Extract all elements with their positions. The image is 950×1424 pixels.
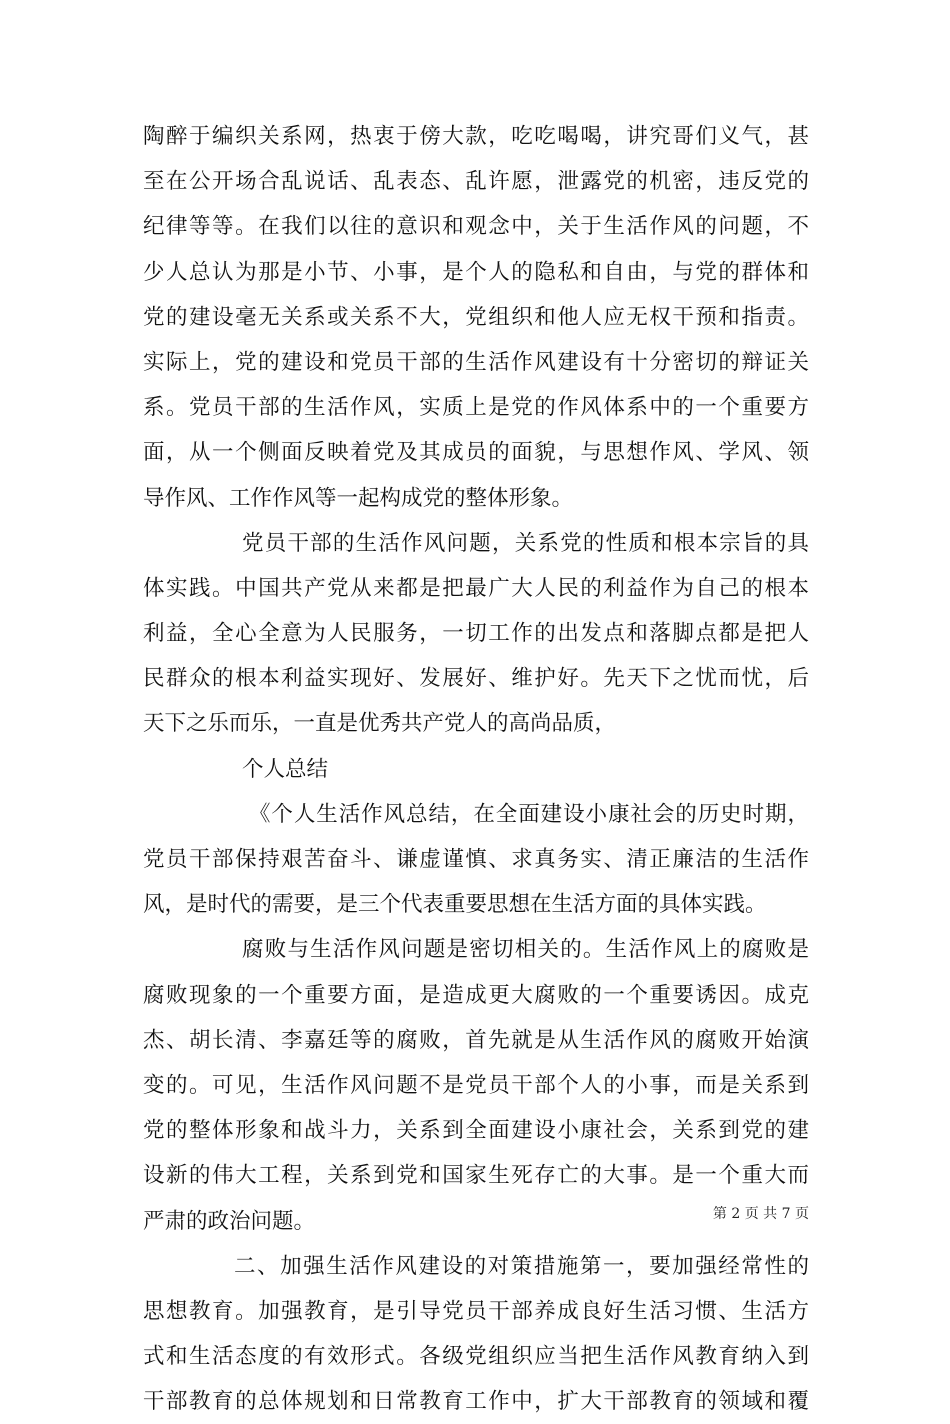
text-line: 严肃的政治问题。 [143, 1208, 316, 1234]
text-line: 党的整体形象和战斗力，关系到全面建设小康社会，关系到党的建 [143, 1118, 809, 1144]
paragraph-start-line: 腐败与生活作风问题是密切相关的。生活作风上的腐败是 [242, 937, 809, 963]
text-line: 面，从一个侧面反映着党及其成员的面貌，与思想作风、学风、领 [143, 440, 809, 466]
text-line: 天下之乐而乐，一直是优秀共产党人的高尚品质， [143, 711, 617, 737]
text-line: 风，是时代的需要，是三个代表重要思想在生活方面的具体实践。 [143, 892, 767, 918]
text-line: 陶醉于编织关系网，热衷于傍大款，吃吃喝喝，讲究哥们义气，甚 [143, 124, 809, 149]
paragraph-start-line: 党员干部的生活作风问题，关系党的性质和根本宗旨的具 [242, 530, 809, 556]
text-line: 杰、胡长清、李嘉廷等的腐败，首先就是从生活作风的腐败开始演 [143, 1027, 809, 1053]
text-line: 民群众的根本利益实现好、发展好、维护好。先天下之忧而忧，后 [143, 666, 809, 692]
document-body [143, 114, 809, 1424]
text-line: 式和生活态度的有效形式。各级党组织应当把生活作风教育纳入到 [143, 1344, 809, 1370]
text-line: 变的。可见，生活作风问题不是党员干部个人的小事，而是关系到 [143, 1072, 809, 1098]
text-line: 党的建设毫无关系或关系不大，党组织和他人应无权干预和指责。 [143, 304, 809, 330]
section-heading: 个人总结 [242, 756, 329, 782]
page-number: 第 2 页 共 7 页 [712, 1206, 809, 1222]
text-line: 干部教育的总体规划和日常教育工作中，扩大干部教育的领域和覆 [143, 1389, 809, 1415]
text-line: 思想教育。加强教育，是引导党员干部养成良好生活习惯、生活方 [143, 1298, 809, 1324]
text-line: 少人总认为那是小节、小事，是个人的隐私和自由，与党的群体和 [143, 259, 809, 285]
text-line: 腐败现象的一个重要方面，是造成更大腐败的一个重要诱因。成克 [143, 982, 809, 1008]
text-line: 纪律等等。在我们以往的意识和观念中，关于生活作风的问题，不 [143, 214, 809, 240]
text-line: 导作风、工作作风等一起构成党的整体形象。 [143, 485, 574, 511]
text-line: 系。党员干部的生活作风，实质上是党的作风体系中的一个重要方 [143, 395, 809, 421]
text-line: 党员干部保持艰苦奋斗、谦虚谨慎、求真务实、清正廉洁的生活作 [143, 847, 809, 872]
text-line: 利益，全心全意为人民服务，一切工作的出发点和落脚点都是把人 [143, 621, 809, 647]
text-line: 实际上，党的建设和党员干部的生活作风建设有十分密切的辩证关 [143, 349, 809, 375]
paragraph-start-line: 《个人生活作风总结，在全面建设小康社会的历史时期， [249, 801, 809, 827]
text-line: 至在公开场合乱说话、乱表态、乱许愿，泄露党的机密，违反党的 [143, 169, 809, 195]
text-line: 体实践。中国共产党从来都是把最广大人民的利益作为自己的根本 [143, 575, 809, 601]
text-line: 设新的伟大工程，关系到党和国家生死存亡的大事。是一个重大而 [143, 1163, 809, 1189]
paragraph-start-line: 二、加强生活作风建设的对策措施第一，要加强经常性的 [234, 1253, 809, 1279]
